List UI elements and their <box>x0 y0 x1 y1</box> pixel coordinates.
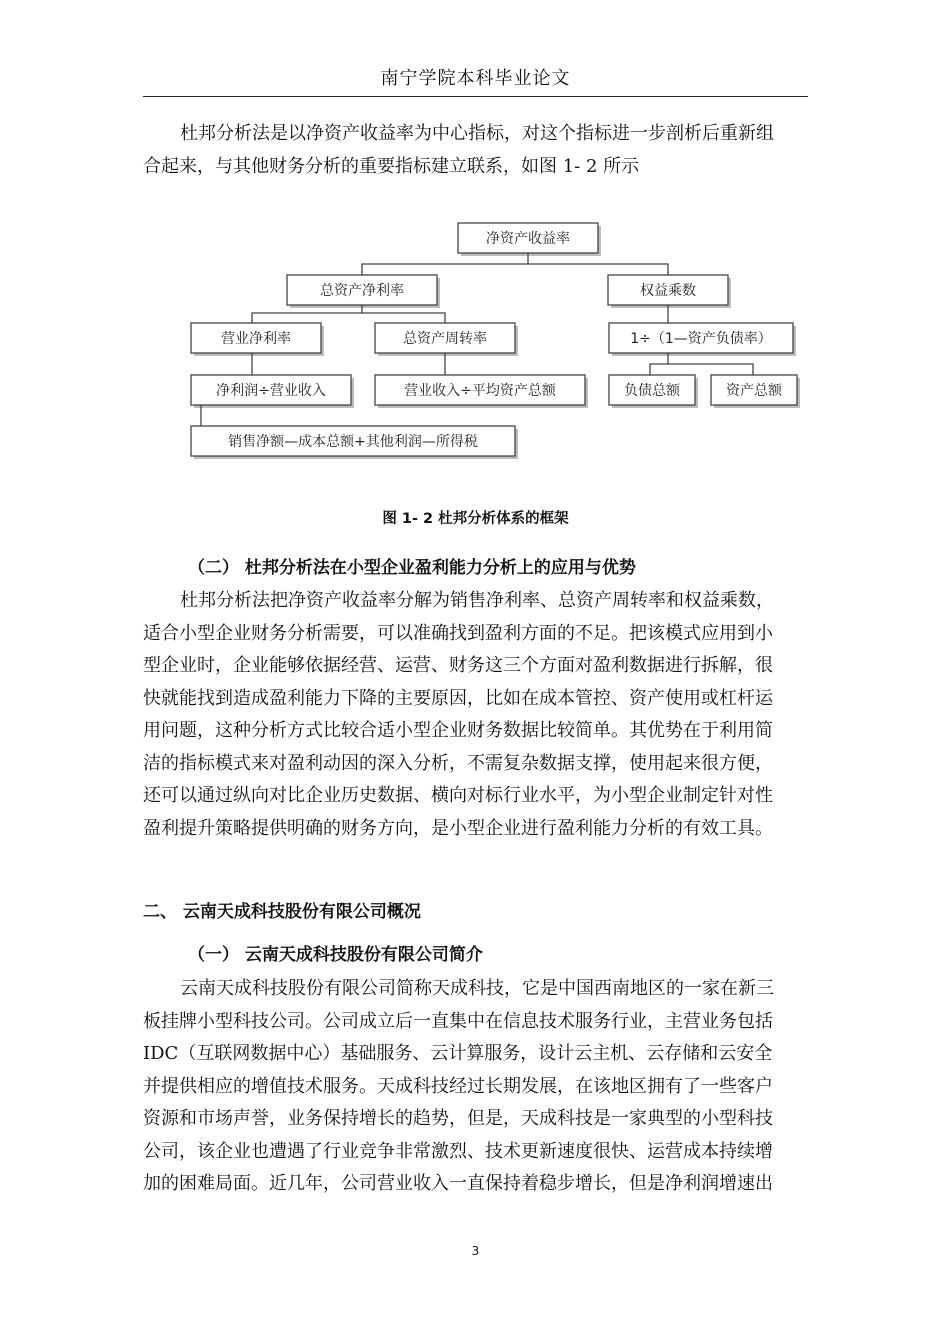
paragraph-line: 公司，该企业也遭遇了行业竞争非常激烈、技术更新速度很快、运营成本持续增 <box>143 1140 773 1162</box>
node-em-formula <box>609 323 793 353</box>
paragraph-line: 盈利提升策略提供明确的财务方向，是小型企业进行盈利能力分析的有效工具。 <box>143 817 773 839</box>
node-net-profit-formula-label: 销售净额—成本总额+其他利润—所得税 <box>228 434 478 450</box>
node-roa-label: 总资产净利率 <box>320 283 404 299</box>
node-net-margin-formula <box>191 375 351 405</box>
paragraph-line: 资源和市场声誉，业务保持增长的趋势，但是，天成科技是一家典型的小型科技 <box>143 1108 773 1129</box>
node-total-liabilities-label: 负债总额 <box>624 383 680 399</box>
node-equity-multiplier <box>608 275 728 305</box>
node-net-margin <box>191 323 321 353</box>
node-net-margin-label: 营业净利率 <box>221 331 291 347</box>
node-roa <box>287 275 437 305</box>
node-roe-label: 净资产收益率 <box>486 231 570 247</box>
paragraph-line: 快就能找到造成盈利能力下降的主要原因，比如在成本管控、资产使用或杠杆运 <box>143 687 773 709</box>
paragraph-line: 并提供相应的增值技术服务。天成科技经过长期发展，在该地区拥有了一些客户 <box>143 1075 773 1097</box>
node-em-formula-label: 1÷（1—资产负债率） <box>630 331 772 347</box>
section-heading: （二） 杜邦分析法在小型企业盈利能力分析上的应用与优势 <box>188 558 636 578</box>
paragraph-line: 适合小型企业财务分析需要，可以准确找到盈利方面的不足。把该模式应用到小 <box>143 622 773 644</box>
paragraph-line: 型企业时，企业能够依据经营、运营、财务这三个方面对盈利数据进行拆解，很 <box>143 655 773 676</box>
section-heading: （一） 云南天成科技股份有限公司简介 <box>188 945 483 965</box>
chapter-heading: 二、 云南天成科技股份有限公司概况 <box>143 902 421 922</box>
figure-caption: 图 1- 2 杜邦分析体系的框架 <box>382 511 569 527</box>
paragraph-line: 合起来，与其他财务分析的重要指标建立联系，如图 1- 2 所示 <box>143 155 640 177</box>
paragraph-line: 杜邦分析法是以净资产收益率为中心指标，对这个指标进一步剖析后重新组 <box>180 123 774 144</box>
node-turnover-formula <box>375 375 585 405</box>
paragraph-line: 云南天成科技股份有限公司简称天成科技，它是中国西南地区的一家在新三 <box>180 978 774 999</box>
node-asset-turnover <box>375 323 515 353</box>
node-roe <box>458 223 598 253</box>
paragraph-line: IDC（互联网数据中心）基础服务、云计算服务，设计云主机、云存储和云安全 <box>143 1043 773 1064</box>
dupont-framework-diagram <box>185 212 805 467</box>
paragraph-line: 杜邦分析法把净资产收益率分解为销售净利率、总资产周转率和权益乘数， <box>180 590 774 611</box>
node-net-margin-formula-label: 净利润÷营业收入 <box>216 383 326 399</box>
node-total-liabilities <box>609 375 695 405</box>
node-total-assets-label: 资产总额 <box>726 383 782 399</box>
node-net-profit-formula <box>191 426 515 456</box>
page-number: 3 <box>471 1244 480 1258</box>
header-rule <box>143 96 808 97</box>
node-asset-turnover-label: 总资产周转率 <box>403 331 487 347</box>
running-header: 南宁学院本科毕业论文 <box>380 68 571 89</box>
section-paragraph <box>143 585 808 845</box>
node-turnover-formula-label: 营业收入÷平均资产总额 <box>404 383 556 399</box>
node-total-assets <box>711 375 797 405</box>
paragraph-line: 用问题，这种分析方式比较合适小型企业财务数据比较简单。其优势在于利用简 <box>143 720 773 741</box>
paragraph-line: 还可以通过纵向对比企业历史数据、横向对标行业水平，为小型企业制定针对性 <box>143 785 773 806</box>
paragraph-line: 加的困难局面。近几年，公司营业收入一直保持着稳步增长，但是净利润增速出 <box>143 1173 773 1194</box>
section-paragraph <box>143 973 808 1201</box>
node-equity-multiplier-label: 权益乘数 <box>640 283 696 299</box>
intro-paragraph <box>143 118 808 183</box>
paragraph-line: 洁的指标模式来对盈利动因的深入分析，不需复杂数据支撑，使用起来很方便， <box>143 752 773 774</box>
paragraph-line: 板挂牌小型科技公司。公司成立后一直集中在信息技术服务行业，主营业务包括 <box>143 1010 773 1032</box>
